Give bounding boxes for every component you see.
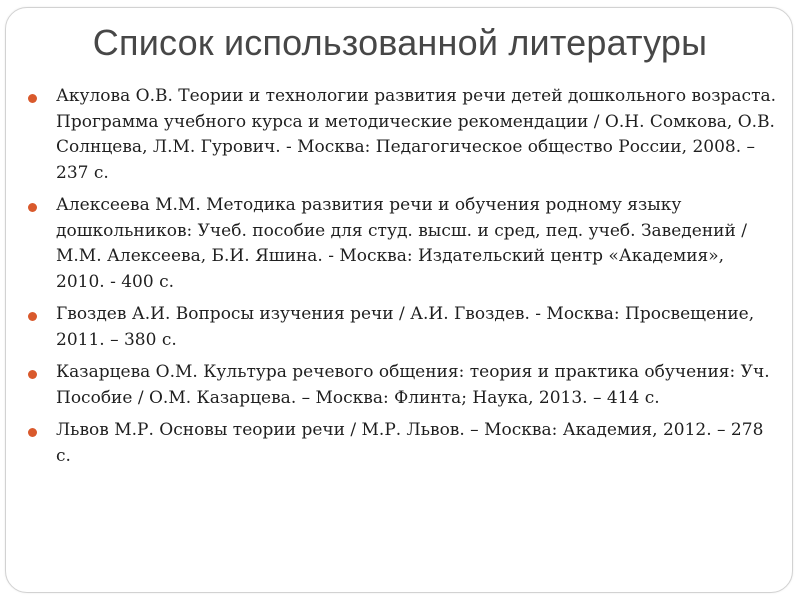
reference-text: Казарцева О.М. Культура речевого общения: теория и практика обучения: Уч. Пособие / О.М. Казарцева. – Москва: Флинта; Наука, 2013. – 414 с. xyxy=(56,362,770,408)
reference-text: Гвоздев А.И. Вопросы изучения речи / А.И. Гвоздев. - Москва: Просвещение, 2011. – 380 с. xyxy=(56,304,755,350)
reference-list xyxy=(28,84,778,476)
slide-title: Список использованной литературы xyxy=(92,22,708,63)
reference-item xyxy=(28,84,778,186)
bullet-dot-icon xyxy=(28,370,37,379)
bullet-dot-icon xyxy=(28,428,37,437)
bullet-dot-icon xyxy=(28,94,37,103)
reference-item xyxy=(28,302,778,353)
reference-text: Львов М.Р. Основы теории речи / М.Р. Львов. – Москва: Академия, 2012. – 278 с. xyxy=(56,420,764,466)
reference-text: Алексеева М.М. Методика развития речи и обучения родному языку дошкольников: Учеб. пособие для студ. высш. и сред, пед. учеб. Заведений / М.М. Алексеева, Б.И. Яшина. - Москва: Издательский центр «Академия», 2010. - 400 с. xyxy=(56,195,747,292)
reference-item xyxy=(28,360,778,411)
reference-item xyxy=(28,193,778,295)
bullet-dot-icon xyxy=(28,203,37,212)
reference-item xyxy=(28,418,778,469)
reference-text: Акулова О.В. Теории и технологии развития речи детей дошкольного возраста. Программа учебного курса и методические рекомендации / О.Н. Сомкова, О.В. Солнцева, Л.М. Гурович. - Москва: Педагогическое общество России, 2008. – 237 с. xyxy=(56,86,777,183)
bullet-dot-icon xyxy=(28,312,37,321)
